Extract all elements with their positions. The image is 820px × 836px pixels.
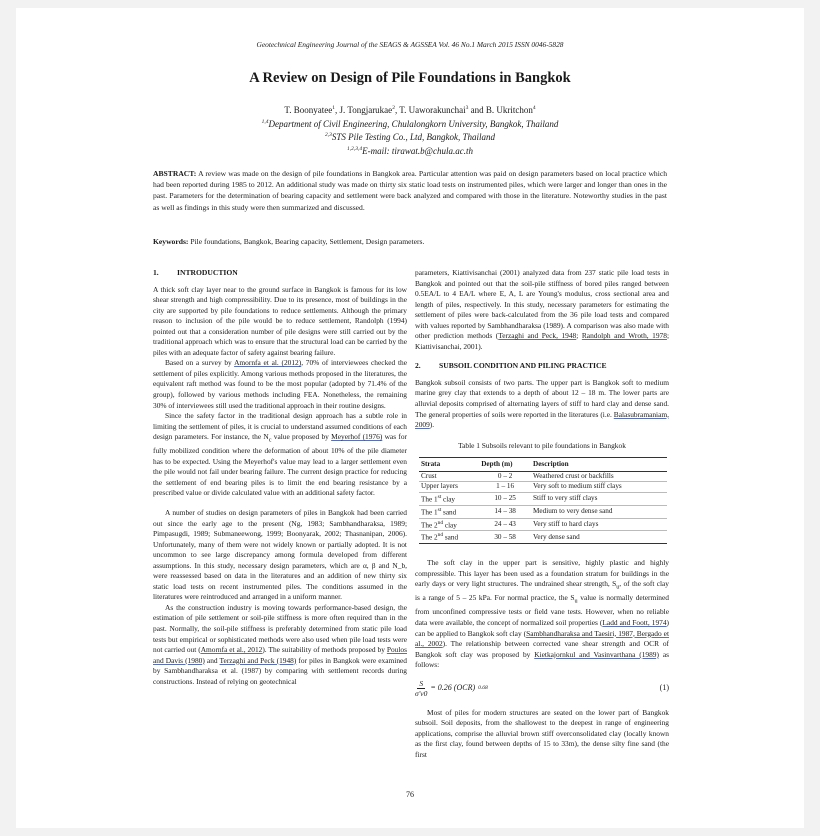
equation-body: $\frac{S}{\sigma'v0}$ = 0.26 (OCR) 0.68 (415, 678, 488, 698)
citation-link[interactable]: Kietkajornkul and Vasinvarthana (1989) (534, 649, 659, 659)
keywords-label: Keywords: (153, 237, 189, 246)
paragraph: Since the safety factor in the traditional design approach has a subtle role in limiting the settlement of piles, it is crucial to understand assumed conditions of each design parameters. For instance, the $N_c$ value proposed by Meyerhof (1976) was for fully mobilized condition where the deformation of about 10% of the pile diameter has to be expected. Using the Meyerhof's value may lead to a larger settlement even the pile would not fail under bearing failure. The current design practice for reducing the settlement of end bearing piles is to limit the end bearing resistance by a prescribed value or divide calculated value with an additional safety factor. (153, 411, 407, 498)
page-number: 76 (406, 790, 414, 799)
affiliation-1: $^{1,4}$Department of Civil Engineering, Chulalongkorn University, Bangkok, Thailand (261, 118, 559, 129)
paragraph: Most of piles for modern structures are seated on the lower part of Bangkok subsoil. Soil deposits, from the shallowest to the deepest in range of engineering applications, comprise the alluvial brown stiff overconsolidated clay (locally known as the first clay, found between depths of 15 to 33m), the dense silty fine sand (the first (415, 707, 669, 759)
paragraph: A number of studies on design parameters of piles in Bangkok had been carried out since the early age to the present (Ng, 1983; Sambhandharaksa, 1989; Pimpasugdi, 1989; Submaneewong, 1999; Boonyarak, 2002; Thasnanipan, 2006). Unfortunately, many of them were not widely known or partially adopted. It is not uncommon to see large discrepancy among formula developed from different assumptions. In this study, necessary design parameters, which are α, β and N_b, were reassessed based on data in the literatures and an addition of new thirty six static load tests on recent instrumented piles. The conditions assumed in the literatures were reintroduced and arranged in a uniform manner. (153, 507, 407, 602)
paragraph: Bangkok subsoil consists of two parts. The upper part is Bangkok soft to medium marine grey clay that extends to a depth of about 12 – 18 m. The lower parts are alluvial deposits comprised of alternating layers of stiff to hard clay and dense sand. The general properties of soils were reported in the literatures (i.e. Balasubramaniam, 2009). (415, 377, 669, 430)
author-block (16, 103, 804, 157)
citation-link[interactable]: Randolph and Wroth, 1978 (581, 331, 667, 341)
journal-header: Geotechnical Engineering Journal of the SEAGS & AGSSEA Vol. 46 No.1 March 2015 ISSN 0046-5828 (256, 40, 564, 49)
right-column (415, 268, 669, 760)
table-header: Depth (m) (479, 458, 531, 472)
citation-link[interactable]: Sambhandharaksa and Taesiri, 1987, Bergado et al., 2002 (415, 628, 670, 649)
table-row: The 2nd clay 24 – 43 Very stiff to hard clays (419, 518, 667, 531)
paper-page (16, 8, 804, 828)
citation-link[interactable]: Balasubramaniam, 2009 (415, 409, 669, 430)
email-line: $^{1,2,3,4}$E-mail: tirawat.b@chula.ac.th (347, 145, 473, 156)
subsoil-table (419, 457, 667, 544)
paragraph: A thick soft clay layer near to the ground surface in Bangkok is famous for its low shear strength and high compressibility. Due to its presence, most of buildings in the city are supported by pile foundations to reduce settlements. Although the primary reason to inclusion of the pile would be to reduce settlement, Randolph (1994) pointed out that a consideration number of pile designs were still carried out by the traditional approach which was to ensure that the structural load can be carried by the piles with an adequate factor of safety against bearing failure. (153, 284, 407, 357)
citation-link[interactable]: Meyerhof (1976) (331, 432, 383, 442)
equation-number: (1) (659, 682, 669, 692)
table-caption: Table 1 Subsoils relevant to pile foundations in Bangkok (458, 440, 626, 450)
paper-title: A Review on Design of Pile Foundations in Bangkok (249, 70, 571, 86)
table-header: Strata (419, 458, 479, 472)
table-row: The 1st sand 14 – 38 Medium to very dense sand (419, 505, 667, 518)
paragraph: parameters, Kiattivisanchai (2001) analyzed data from 237 static pile load tests in Bangkok and pointed out that the soil-pile stiffness of bored piles ranged between 0.5EA/L to 4 EA/L where E, A, L are Young's modulus, cross sectional area and length of piles, respectively. In this study, necessary parameters for estimating the settlement of piles were back-calculated from the 36 pile load tests and compared with values reported by Sambhandharaksa (1989). A comparison was also made with other prediction methods (Terzaghi and Peck, 1948; Randolph and Wroth, 1978; Kiattivisanchai, 2001). (415, 268, 670, 351)
citation-link[interactable]: Terzaghi and Peck (1948) (219, 655, 297, 665)
citation-link[interactable]: Ladd and Foott, 1974 (602, 617, 667, 627)
table-row: Upper layers 1 – 16 Very soft to medium stiff clays (419, 482, 667, 493)
table-row: The 1st clay 10 – 25 Stiff to very stiff clays (419, 492, 667, 505)
abstract-text: A review was made on the design of pile foundations in Bangkok area. Particular attention was paid on design parameters based on local practice which had been reported during 1985 to 2012. An additional study was made on thirty six static load tests on instrumented piles, which were larger and longer than ones in the past. Parameters for the determination of bearing capacity and settlement were back analyzed and compared with those in the literature. Noteworthy studies in the past as well as findings in this study were then summarized and discussed. (153, 169, 667, 212)
table-row: Crust 0 – 2 Weathered crust or backfills (419, 471, 667, 482)
paragraph: The soft clay in the upper part is sensitive, highly plastic and highly compressible. This layer has been used as a foundation stratum for buildings in the early days or very light structures. The undrained shear strength, $S_u$, of the soft clay is a range of 5 – 25 kPa. For normal practice, the $S_u$ value is normally determined from unconfined compressive tests or field vane tests. However, when no reliable data were available, the concept of normalized soil properties (Ladd and Foott, 1974) can be applied to Bangkok soft clay (Sambhandharaksa and Taesiri, 1987, Bergado et al., 2002). The relationship between corrected vane shear strength and OCR of Bangkok soft clay was proposed by Kietkajornkul and Vasinvarthana (1989) as follows: (415, 558, 670, 670)
table-row: The 2nd sand 30 – 58 Very dense sand (419, 531, 667, 544)
citation-link[interactable]: Terzaghi and Peck, 1948 (498, 331, 577, 341)
left-column (153, 268, 407, 687)
paragraph: Based on a survey by Amornfa et al. (2012), 70% of interviewees checked the settlement of piles explicitly. Among various methods proposed in the literatures, the equivalent raft method was found to be the most popular (adopted by 71.4% of the group), followed by various methods including FEA. Nonetheless, the remaining 30% of interviewees still used the traditional approach in their routine designs. (153, 358, 407, 410)
table-header: Description (531, 458, 667, 472)
keywords-text: Pile foundations, Bangkok, Bearing capacity, Settlement, Design parameters. (190, 237, 425, 246)
citation-link[interactable]: Amornfa et al. (2012) (234, 358, 302, 368)
keywords (153, 236, 667, 247)
section-1-heading: 1. INTRODUCTION (153, 268, 238, 277)
affiliation-2: $^{2,3}$STS Pile Testing Co., Ltd, Bangkok, Thailand (324, 132, 496, 142)
section-2-heading: 2. SUBSOIL CONDITION AND PILING PRACTICE (415, 361, 607, 371)
abstract (153, 168, 667, 213)
citation-link[interactable]: Poulos and Davis (1980) (153, 645, 407, 665)
citation-link[interactable]: Amornfa et al., 2012 (200, 645, 263, 655)
abstract-label: ABSTRACT: (153, 169, 197, 178)
equation-1 (415, 679, 669, 698)
author-list: T. Boonyatee$^1$, J. Tongjarukae$^2$, T. Uaworakunchai$^3$ and B. Ukritchon$^4$ (284, 105, 536, 115)
paragraph: As the construction industry is moving towards performance-based design, the estimation of pile settlement or soil-pile stiffness is more often required than in the past. Normally, the soil-pile stiffness is preferably determined from static pile load tests but empirical or sophisticated methods were also used when pile load tests were not carried out (Amornfa et al., 2012). The suitability of methods proposed by Poulos and Davis (1980) and Terzaghi and Peck (1948) for piles in Bangkok were examined by Sambhandharaksa et al. (1987) by comparing with settlement records during constructions. Instead of relying on geotechnical (153, 602, 408, 686)
